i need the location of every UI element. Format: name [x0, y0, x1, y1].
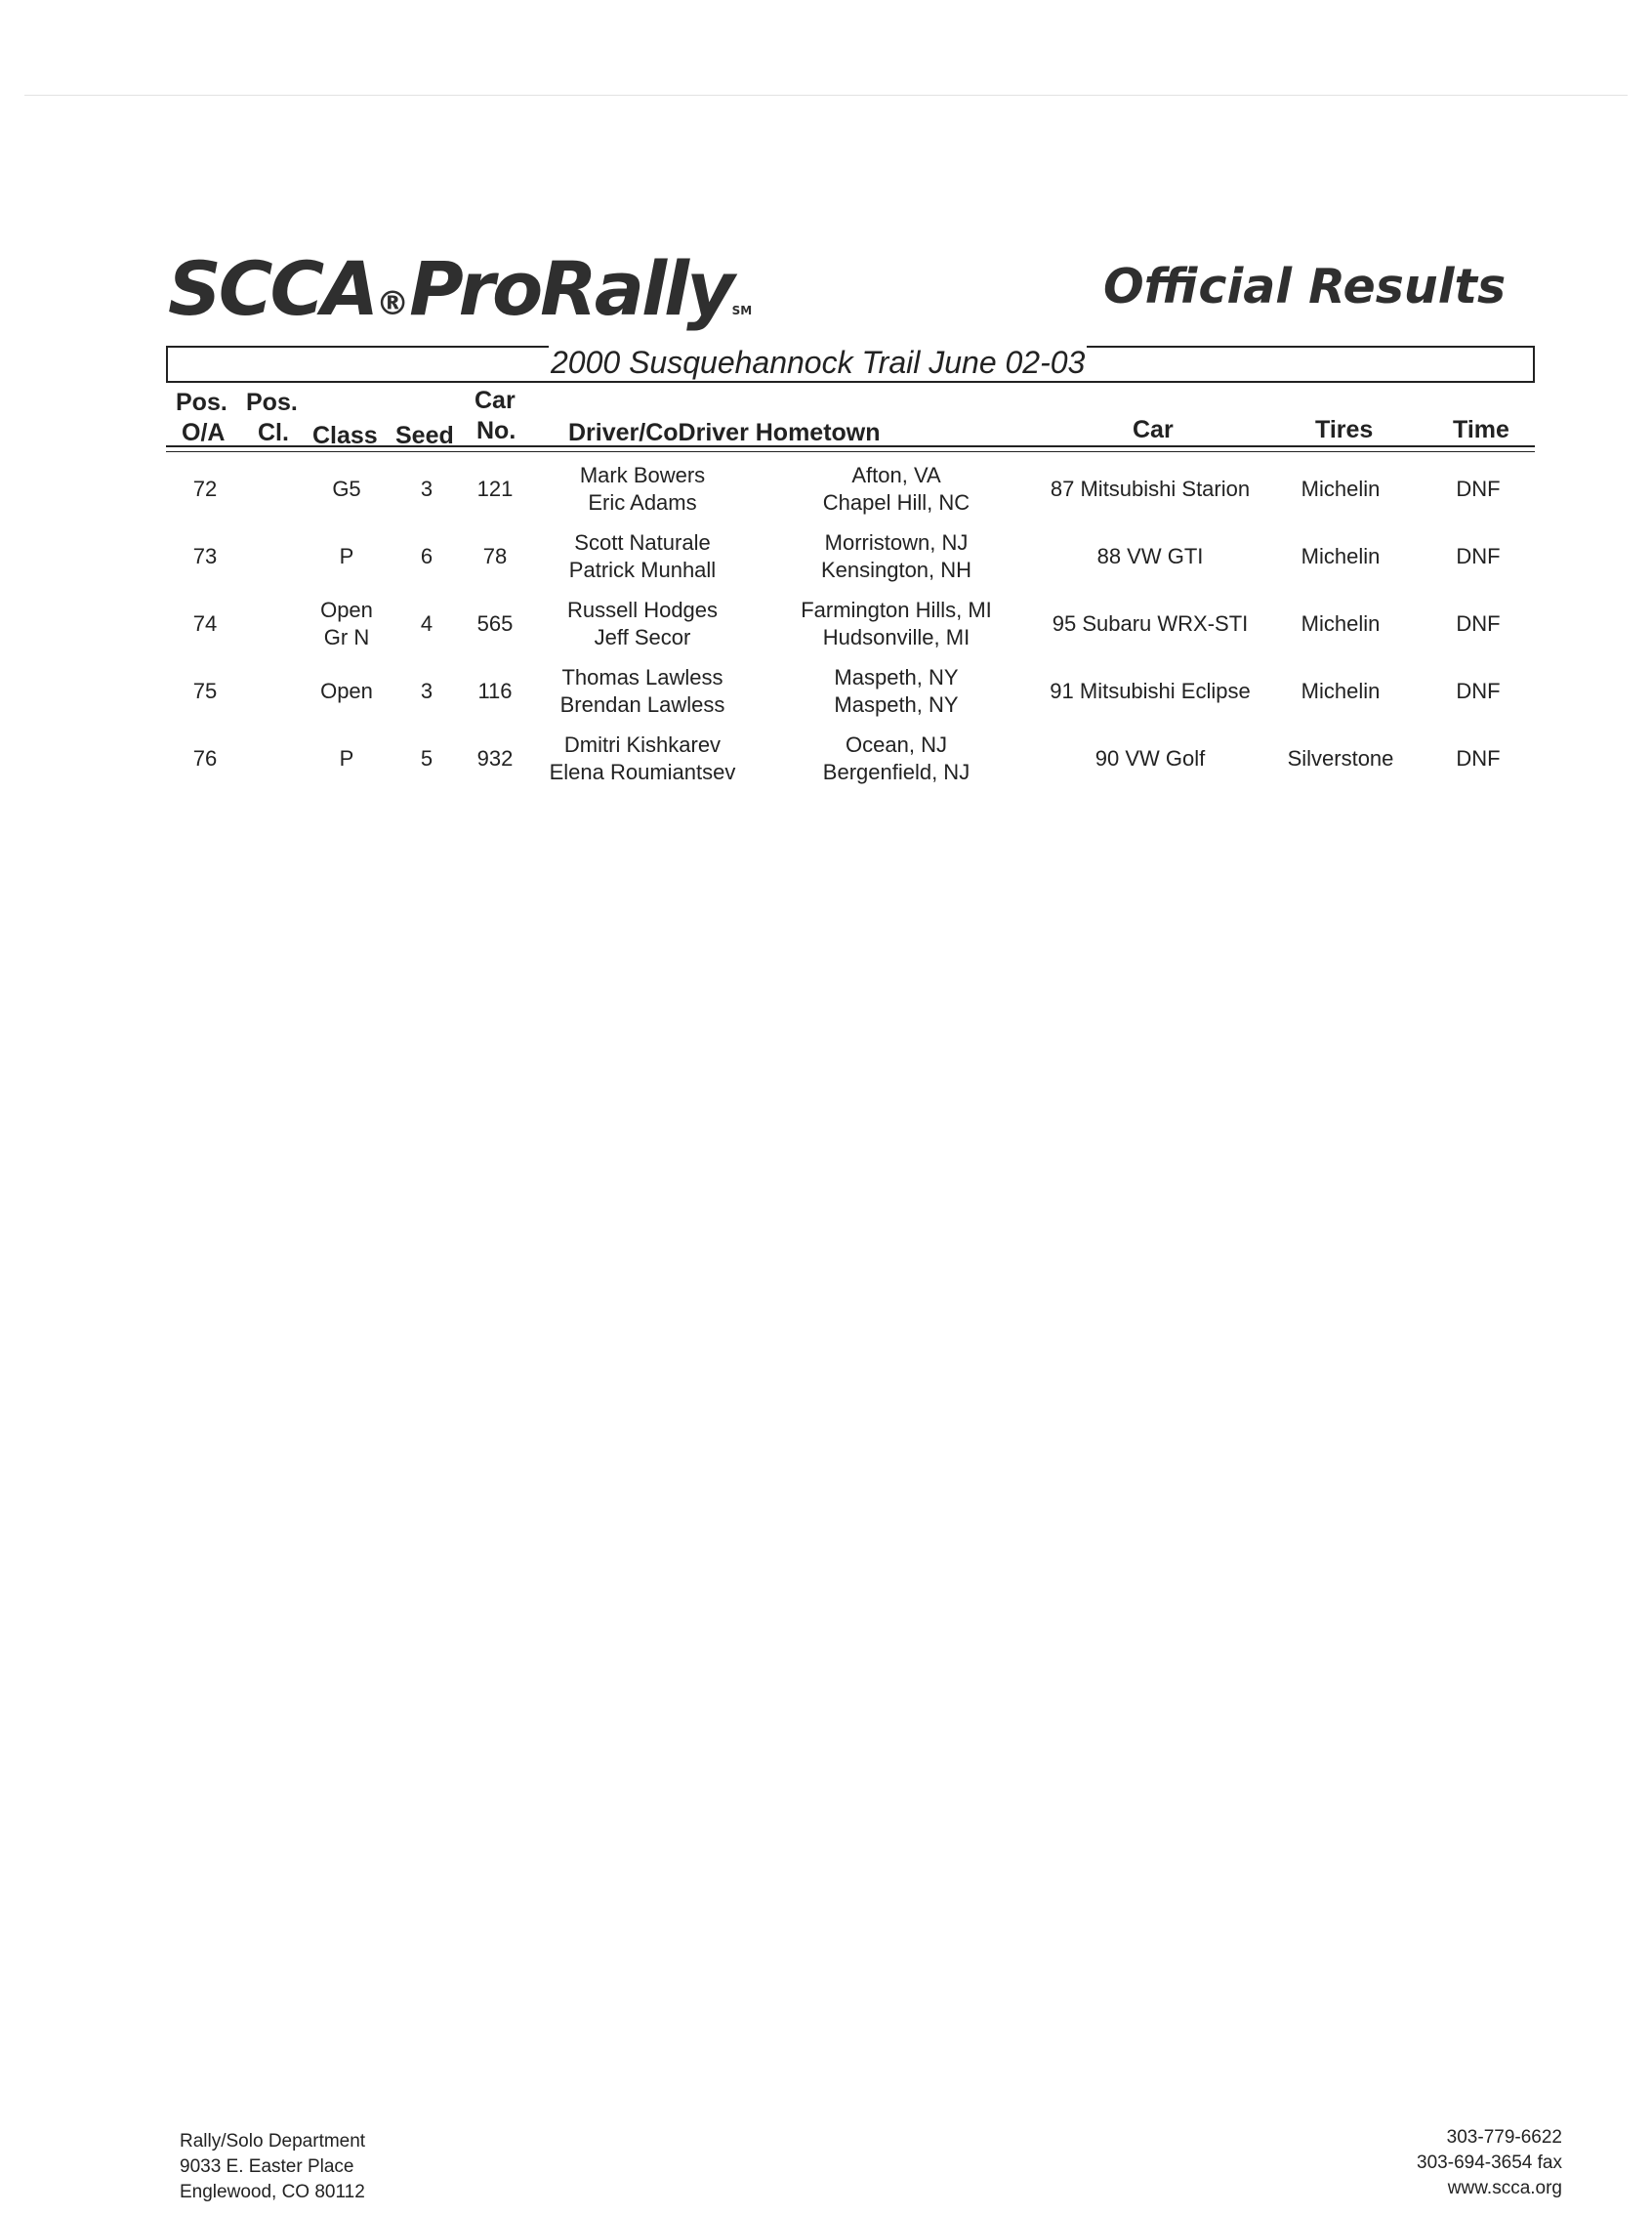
cell-line: 95 Subaru WRX-STI [1052, 611, 1249, 636]
cell-drivers [530, 728, 755, 790]
document-title: Official Results [1103, 259, 1507, 314]
cell-line: Bergenfield, NJ [822, 760, 971, 784]
cell-car-no [466, 458, 524, 521]
cell-car [1038, 525, 1262, 588]
cell-time [1439, 728, 1517, 790]
cell-line: Elena Roumiantsev [549, 760, 736, 784]
cell-line: Michelin [1301, 544, 1381, 568]
cell-line: Thomas Lawless [561, 665, 723, 690]
cell-line: Jeff Secor [594, 625, 691, 649]
cell-seed [407, 458, 446, 521]
cell-line: DNF [1456, 544, 1501, 568]
footer-contact [1417, 2125, 1562, 2201]
cell-pos-oa [171, 728, 239, 790]
cell-line: Eric Adams [588, 490, 697, 515]
col-header-seed: Seed [395, 422, 454, 449]
col-header-car: Car [1133, 416, 1174, 443]
cell-time [1439, 525, 1517, 588]
cell-line: 932 [476, 746, 514, 771]
cell-line: 3 [420, 477, 434, 501]
cell-pos-oa [171, 660, 239, 723]
cell-line: Dmitri Kishkarev [563, 732, 722, 757]
cell-line: Hudsonville, MI [822, 625, 971, 649]
cell-class [308, 593, 386, 655]
cell-time [1439, 660, 1517, 723]
footer-address [180, 2129, 365, 2205]
cell-hometowns [779, 458, 1013, 521]
table-row [0, 525, 1652, 588]
cell-car-no [466, 525, 524, 588]
footer-address-line: Rally/Solo Department [180, 2131, 366, 2152]
cell-line: DNF [1456, 746, 1501, 771]
cell-line: 6 [420, 544, 434, 568]
cell-line: DNF [1456, 477, 1501, 501]
cell-line: Maspeth, NY [834, 692, 959, 717]
cell-line: G5 [332, 477, 361, 501]
cell-line: 72 [192, 477, 218, 501]
cell-hometowns [779, 728, 1013, 790]
cell-line: Open [320, 598, 373, 622]
page-edge-line [24, 95, 1628, 96]
cell-line: DNF [1456, 611, 1501, 636]
col-header-tires: Tires [1315, 416, 1374, 443]
cell-line: 75 [192, 679, 218, 703]
cell-pos-oa [171, 525, 239, 588]
cell-class [308, 660, 386, 723]
cell-line: DNF [1456, 679, 1501, 703]
footer-website: www.scca.org [1447, 2178, 1562, 2198]
cell-tires [1272, 593, 1409, 655]
col-header-pos-cl-top: Pos. [246, 389, 298, 416]
col-header-class: Class [312, 422, 378, 449]
cell-drivers [530, 660, 755, 723]
cell-class [308, 728, 386, 790]
col-header-pos-oa-top: Pos. [176, 389, 227, 416]
cell-car [1038, 593, 1262, 655]
cell-line: 90 VW Golf [1094, 746, 1206, 771]
cell-hometowns [779, 525, 1013, 588]
cell-line: 91 Mitsubishi Eclipse [1050, 679, 1251, 703]
cell-tires [1272, 728, 1409, 790]
cell-line: Russell Hodges [566, 598, 719, 622]
cell-class [308, 458, 386, 521]
cell-drivers [530, 458, 755, 521]
cell-line: 116 [477, 679, 513, 703]
cell-seed [407, 660, 446, 723]
cell-car-no [466, 728, 524, 790]
cell-seed [407, 525, 446, 588]
cell-line: P [339, 746, 354, 771]
cell-line: Michelin [1301, 477, 1381, 501]
col-header-driver-hometown: Driver/CoDriver Hometown [568, 419, 881, 446]
header-rule-thin [166, 451, 1535, 452]
cell-line: 565 [476, 611, 514, 636]
cell-seed [407, 728, 446, 790]
cell-line: Gr N [323, 625, 370, 649]
cell-line: Ocean, NJ [846, 732, 947, 757]
col-header-car-no-bottom: No. [476, 417, 516, 444]
cell-car-no [466, 593, 524, 655]
cell-line: Afton, VA [851, 463, 941, 487]
cell-line: Brendan Lawless [559, 692, 725, 717]
cell-car [1038, 728, 1262, 790]
table-row [0, 660, 1652, 723]
cell-line: Michelin [1301, 679, 1381, 703]
cell-line: 74 [192, 611, 218, 636]
footer-fax: 303-694-3654 fax [1417, 2152, 1562, 2173]
cell-hometowns [779, 660, 1013, 723]
cell-line: Silverstone [1287, 746, 1394, 771]
header-rule [166, 445, 1535, 447]
cell-tires [1272, 458, 1409, 521]
cell-line: Mark Bowers [579, 463, 706, 487]
cell-time [1439, 458, 1517, 521]
table-row [0, 593, 1652, 655]
cell-pos-oa [171, 458, 239, 521]
cell-line: 76 [192, 746, 218, 771]
cell-line: Chapel Hill, NC [822, 490, 971, 515]
cell-line: 88 VW GTI [1096, 544, 1204, 568]
cell-line: Maspeth, NY [834, 665, 959, 690]
cell-car [1038, 458, 1262, 521]
cell-tires [1272, 525, 1409, 588]
footer-address-line: 9033 E. Easter Place [180, 2156, 354, 2177]
cell-line: Patrick Munhall [568, 558, 717, 582]
cell-car [1038, 660, 1262, 723]
cell-drivers [530, 593, 755, 655]
cell-line: Kensington, NH [820, 558, 972, 582]
cell-line: 73 [192, 544, 218, 568]
cell-line: Michelin [1301, 611, 1381, 636]
cell-car-no [466, 660, 524, 723]
cell-pos-oa [171, 593, 239, 655]
footer-phone: 303-779-6622 [1446, 2127, 1562, 2148]
cell-seed [407, 593, 446, 655]
cell-line: Farmington Hills, MI [801, 598, 992, 622]
table-row [0, 458, 1652, 521]
cell-line: 87 Mitsubishi Starion [1050, 477, 1251, 501]
cell-line: Scott Naturale [574, 530, 711, 555]
cell-line: P [339, 544, 354, 568]
cell-line: 78 [482, 544, 508, 568]
cell-hometowns [779, 593, 1013, 655]
scca-prorally-logo: SCCA®ProRallySM [168, 245, 753, 332]
col-header-car-no-top: Car [475, 387, 516, 414]
cell-line: 121 [476, 477, 514, 501]
cell-tires [1272, 660, 1409, 723]
cell-drivers [530, 525, 755, 588]
cell-line: Morristown, NJ [824, 530, 969, 555]
col-header-pos-oa-bottom: O/A [182, 419, 226, 446]
col-header-time: Time [1453, 416, 1509, 443]
event-title: 2000 Susquehannock Trail June 02-03 [551, 345, 1086, 380]
cell-line: 4 [420, 611, 434, 636]
cell-time [1439, 593, 1517, 655]
col-header-pos-cl-bottom: Cl. [258, 419, 289, 446]
cell-line: 5 [420, 746, 434, 771]
footer-address-line: Englewood, CO 80112 [180, 2182, 365, 2202]
cell-line: 3 [420, 679, 434, 703]
table-row [0, 728, 1652, 790]
cell-class [308, 525, 386, 588]
cell-line: Open [320, 679, 373, 703]
